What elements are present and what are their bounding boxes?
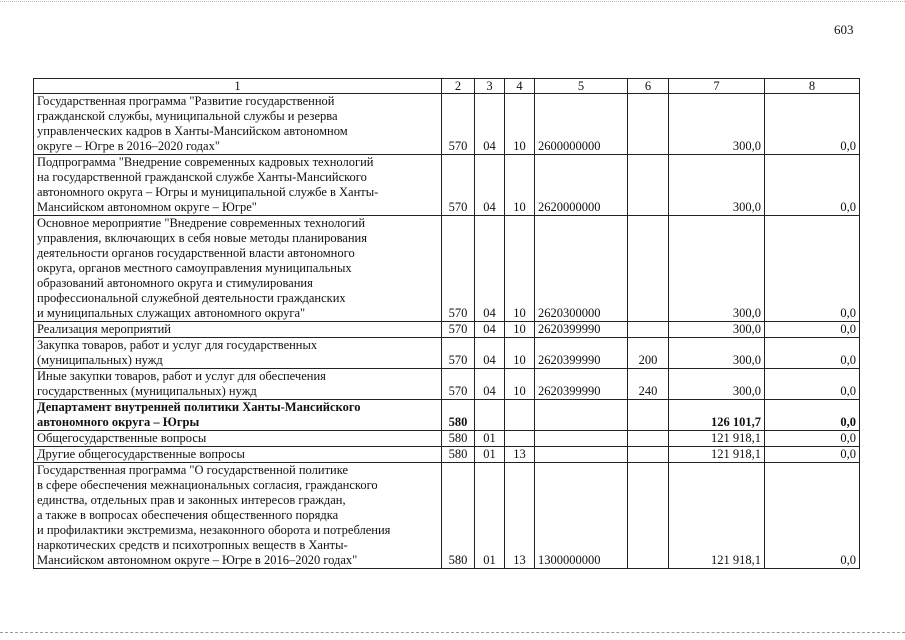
cell-admin-code: 570 xyxy=(442,322,475,338)
cell-amount: 121 918,1 xyxy=(669,447,765,463)
cell-name: Реализация мероприятий xyxy=(34,322,442,338)
cell-admin-code: 580 xyxy=(442,463,475,569)
cell-amount-subventions: 0,0 xyxy=(765,400,860,431)
cell-name: Государственная программа "Развитие государственной гражданской службы, муниципальной службы и резерва управленческих кадров в Ханты-Мансийском автономном округе – Югре в 2016–2020 годах" xyxy=(34,94,442,155)
cell-expense-type xyxy=(628,463,669,569)
cell-amount-subventions: 0,0 xyxy=(765,369,860,400)
header-col-6: 6 xyxy=(628,79,669,94)
cell-name: Другие общегосударственные вопросы xyxy=(34,447,442,463)
cell-amount-subventions: 0,0 xyxy=(765,463,860,569)
cell-section: 01 xyxy=(475,431,505,447)
cell-amount: 300,0 xyxy=(669,216,765,322)
cell-expense-type: 240 xyxy=(628,369,669,400)
cell-amount-subventions: 0,0 xyxy=(765,94,860,155)
cell-name: Иные закупки товаров, работ и услуг для обеспечения государственных (муниципальных) нужд xyxy=(34,369,442,400)
cell-amount: 300,0 xyxy=(669,369,765,400)
cell-section: 01 xyxy=(475,447,505,463)
cell-amount: 300,0 xyxy=(669,322,765,338)
cell-admin-code: 570 xyxy=(442,216,475,322)
table-row xyxy=(34,216,860,322)
budget-table xyxy=(33,78,860,569)
header-col-2: 2 xyxy=(442,79,475,94)
cell-amount-subventions: 0,0 xyxy=(765,155,860,216)
header-col-7: 7 xyxy=(669,79,765,94)
cell-subsection: 10 xyxy=(505,322,535,338)
table-row xyxy=(34,369,860,400)
cell-expense-type xyxy=(628,322,669,338)
cell-amount-subventions: 0,0 xyxy=(765,216,860,322)
cell-subsection xyxy=(505,431,535,447)
cell-amount: 121 918,1 xyxy=(669,431,765,447)
cell-name: Государственная программа "О государственной политике в сфере обеспечения межнациональных согласия, гражданского единства, отдельных прав и законных интересов граждан, а также в вопросах обеспечения общественного порядка и профилактики экстремизма, незаконного оборота и потребления наркотических средств и психотропных веществ в Ханты- Мансийском автономном округе – Югре в 2016–2020 годах" xyxy=(34,463,442,569)
cell-expense-type xyxy=(628,216,669,322)
cell-name: Общегосударственные вопросы xyxy=(34,431,442,447)
cell-section: 04 xyxy=(475,322,505,338)
table-header-row xyxy=(34,79,860,94)
cell-section: 04 xyxy=(475,338,505,369)
cell-subsection: 13 xyxy=(505,447,535,463)
cell-amount: 126 101,7 xyxy=(669,400,765,431)
table-row xyxy=(34,338,860,369)
cell-amount: 300,0 xyxy=(669,94,765,155)
cell-expense-type xyxy=(628,400,669,431)
cell-name: Основное мероприятие "Внедрение современных технологий управления, включающих в себя новые методы планирования деятельности органов государственной власти автономного округа, органов местного самоуправления муниципальных образований автономного округа и стимулирования профессиональной служебной деятельности гражданских и муниципальных служащих автономного округа" xyxy=(34,216,442,322)
cell-target-article: 2620399990 xyxy=(535,322,628,338)
table-row xyxy=(34,447,860,463)
cell-admin-code: 570 xyxy=(442,369,475,400)
cell-admin-code: 570 xyxy=(442,155,475,216)
header-col-5: 5 xyxy=(535,79,628,94)
cell-section xyxy=(475,400,505,431)
cell-target-article: 2620000000 xyxy=(535,155,628,216)
cell-name: Департамент внутренней политики Ханты-Мансийского автономного округа – Югры xyxy=(34,400,442,431)
cell-target-article: 2600000000 xyxy=(535,94,628,155)
cell-amount-subventions: 0,0 xyxy=(765,431,860,447)
cell-target-article: 2620399990 xyxy=(535,369,628,400)
cell-expense-type xyxy=(628,447,669,463)
table-row xyxy=(34,463,860,569)
cell-subsection: 10 xyxy=(505,338,535,369)
header-col-4: 4 xyxy=(505,79,535,94)
cell-subsection: 10 xyxy=(505,216,535,322)
cell-target-article xyxy=(535,431,628,447)
table-row xyxy=(34,94,860,155)
cell-subsection: 13 xyxy=(505,463,535,569)
scan-artifact-bottom xyxy=(0,632,905,633)
cell-target-article xyxy=(535,400,628,431)
cell-admin-code: 580 xyxy=(442,447,475,463)
cell-amount-subventions: 0,0 xyxy=(765,322,860,338)
cell-section: 01 xyxy=(475,463,505,569)
table-body xyxy=(34,94,860,569)
cell-section: 04 xyxy=(475,94,505,155)
header-col-1: 1 xyxy=(34,79,442,94)
cell-section: 04 xyxy=(475,155,505,216)
cell-amount: 121 918,1 xyxy=(669,463,765,569)
cell-section: 04 xyxy=(475,216,505,322)
cell-expense-type xyxy=(628,431,669,447)
cell-name: Подпрограмма "Внедрение современных кадровых технологий на государственной гражданской службе Ханты-Мансийского автономного округа – Югры и муниципальной службе в Ханты- Мансийском автономном округе – Югре" xyxy=(34,155,442,216)
cell-amount: 300,0 xyxy=(669,155,765,216)
cell-admin-code: 570 xyxy=(442,94,475,155)
page-number: 603 xyxy=(834,22,854,37)
cell-amount-subventions: 0,0 xyxy=(765,447,860,463)
cell-subsection: 10 xyxy=(505,369,535,400)
cell-target-article: 1300000000 xyxy=(535,463,628,569)
table-row xyxy=(34,400,860,431)
cell-subsection: 10 xyxy=(505,155,535,216)
cell-name: Закупка товаров, работ и услуг для государственных (муниципальных) нужд xyxy=(34,338,442,369)
cell-amount-subventions: 0,0 xyxy=(765,338,860,369)
header-col-3: 3 xyxy=(475,79,505,94)
cell-expense-type: 200 xyxy=(628,338,669,369)
cell-admin-code: 580 xyxy=(442,431,475,447)
cell-admin-code: 580 xyxy=(442,400,475,431)
cell-admin-code: 570 xyxy=(442,338,475,369)
table-row xyxy=(34,155,860,216)
table-row xyxy=(34,322,860,338)
cell-target-article: 2620399990 xyxy=(535,338,628,369)
cell-target-article xyxy=(535,447,628,463)
header-col-8: 8 xyxy=(765,79,860,94)
scan-artifact-top xyxy=(0,1,905,2)
cell-subsection: 10 xyxy=(505,94,535,155)
cell-expense-type xyxy=(628,94,669,155)
cell-amount: 300,0 xyxy=(669,338,765,369)
cell-expense-type xyxy=(628,155,669,216)
cell-section: 04 xyxy=(475,369,505,400)
cell-target-article: 2620300000 xyxy=(535,216,628,322)
table-row xyxy=(34,431,860,447)
cell-subsection xyxy=(505,400,535,431)
